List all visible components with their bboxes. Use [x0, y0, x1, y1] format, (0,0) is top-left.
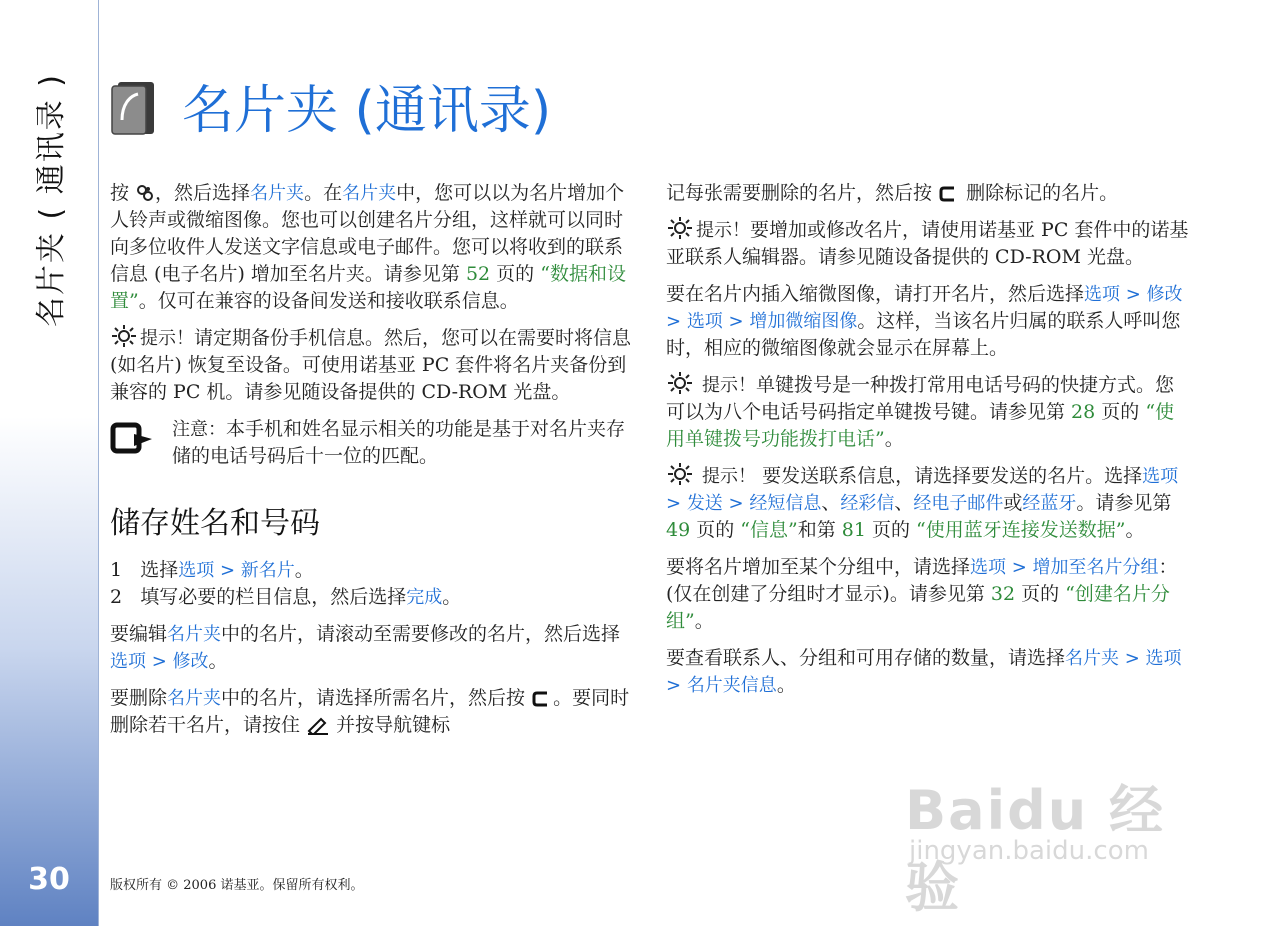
clear-key-icon: [531, 690, 553, 708]
text: 填写必要的栏目信息，然后选择: [140, 586, 407, 608]
separator: >: [1119, 648, 1146, 669]
page-ref[interactable]: 81: [841, 519, 866, 541]
tip-block: [666, 217, 1190, 271]
separator: >: [1120, 284, 1147, 305]
menu-link-options[interactable]: 选项: [110, 651, 146, 672]
text: 页的: [690, 519, 741, 541]
copyright-footer: 版权所有 © 2006 诺基亚。保留所有权利。: [110, 878, 364, 893]
book-icon: [110, 80, 156, 136]
menu-link-options[interactable]: 选项: [970, 557, 1007, 578]
page-title: 名片夹 (通讯录): [182, 81, 552, 141]
text: 页的: [1095, 401, 1146, 423]
page-number: 30: [28, 862, 70, 897]
menu-link-contacts[interactable]: 名片夹: [250, 183, 305, 204]
text: 。要同时删除若干名片，请按住: [110, 687, 630, 736]
watermark-url: jingyan.baidu.com: [909, 836, 1149, 866]
step-list: [110, 557, 636, 611]
text: 中的名片，请选择所需名片，然后按: [221, 687, 532, 709]
menu-link-options[interactable]: 选项: [1145, 648, 1182, 669]
separator: >: [666, 311, 687, 332]
text: 要将名片增加至某个分组中，请选择: [666, 556, 971, 578]
text: 。在: [304, 182, 343, 204]
separator: >: [666, 675, 687, 696]
menu-link-edit[interactable]: 修改: [172, 651, 209, 672]
tip-block: [110, 325, 636, 406]
menu-link-contacts-info[interactable]: 名片夹信息: [686, 675, 777, 696]
menu-link-options[interactable]: 选项: [178, 560, 215, 581]
section-ref-link[interactable]: “数据和设置”: [110, 263, 626, 312]
page-ref[interactable]: 32: [990, 583, 1016, 605]
text: 。: [776, 674, 796, 696]
menu-link-contacts[interactable]: 名片夹: [167, 624, 222, 645]
text: 。这样，当该名片归属的联系人呼叫您时，相应的微缩图像就会显示在屏幕上。: [666, 310, 1181, 359]
text: 选择: [140, 559, 179, 581]
tip-label: 提示！: [702, 375, 757, 396]
menu-link-new-card[interactable]: 新名片: [240, 560, 295, 581]
menu-link-options[interactable]: 选项: [1084, 284, 1121, 305]
text: 单键拨号是一种拨打常用电话号码的快捷方式。您可以为八个电话号码指定单键拨号键。请参见第: [666, 374, 1175, 423]
menu-link-contacts[interactable]: 名片夹: [342, 183, 397, 204]
menu-link-options[interactable]: 选项: [686, 311, 723, 332]
note-text: 本手机和姓名显示相关的功能是基于对名片夹存储的电话号码后十一位的匹配。: [172, 418, 626, 467]
text: 、: [821, 492, 841, 514]
text: 记每张需要删除的名片，然后按: [666, 182, 939, 204]
separator: >: [1006, 557, 1033, 578]
text: 要删除: [110, 687, 168, 709]
text: 要在名片内插入缩微图像，请打开名片，然后选择: [666, 283, 1085, 305]
note-block: [110, 416, 636, 470]
list-item: [110, 557, 636, 584]
text: 。仅可在兼容的设备间发送和接收联系信息。: [138, 290, 519, 312]
text: 页的: [865, 519, 917, 541]
text: 。: [294, 559, 314, 581]
sidebar: [0, 0, 99, 926]
text: 页的: [490, 263, 541, 285]
text: 删除标记的名片。: [960, 182, 1119, 204]
edit-key-icon: [306, 715, 330, 735]
text: 要发送联系信息，请选择要发送的名片。选择: [756, 465, 1143, 487]
intro-paragraph: [110, 180, 636, 315]
thumbnail-paragraph: [666, 281, 1190, 362]
watermark-logo: Baidu 经验: [905, 779, 1166, 919]
vertical-title-text: 名片夹 ( 通讯录 ): [34, 72, 69, 328]
text: 。: [884, 428, 904, 450]
text: 要编辑: [110, 623, 168, 645]
menu-link-options[interactable]: 选项: [1142, 466, 1179, 487]
delete-continued-paragraph: [666, 180, 1190, 207]
separator: >: [722, 493, 750, 514]
menu-link-edit[interactable]: 修改: [1146, 284, 1183, 305]
section-ref-link[interactable]: “信息”: [740, 519, 798, 541]
clear-key-icon: [938, 185, 960, 203]
separator: >: [666, 493, 687, 514]
text: 。: [208, 650, 228, 672]
separator: >: [214, 560, 241, 581]
text: ：(仅在创建了分组时才显示)。请参见第: [666, 556, 1178, 605]
bulb-icon: [666, 463, 696, 485]
right-column: [666, 180, 1190, 709]
note-icon: [110, 422, 154, 456]
section-ref-link[interactable]: “创建名片分组”: [666, 583, 1170, 632]
tip-label: 提示！: [140, 328, 194, 349]
text: 中的名片，请滚动至需要修改的名片，然后选择: [221, 623, 621, 645]
menu-key-icon: [135, 183, 155, 203]
tip-text: 要增加或修改名片，请使用诺基亚 PC 套件中的诺基亚联系人编辑器。请参见随设备提供的 CD-ROM 光盘。: [666, 219, 1189, 268]
step-number: 2: [110, 586, 123, 608]
menu-link-add-thumbnail[interactable]: 增加微缩图像: [749, 311, 858, 332]
vertical-chapter-title: [4, 70, 92, 330]
text: 页的: [1015, 583, 1066, 605]
separator: >: [146, 651, 173, 672]
page-ref[interactable]: 49: [666, 519, 691, 541]
menu-link-contacts[interactable]: 名片夹: [1065, 648, 1120, 669]
tip-text: 请定期备份手机信息。然后，您可以在需要时将信息 (如名片) 恢复至设备。可使用诺基亚 PC 套件将名片夹备份到兼容的 PC 机。请参见随设备提供的 CD-ROM 光盘。: [110, 327, 632, 403]
text: ，然后选择: [155, 182, 251, 204]
bulb-icon: [666, 217, 696, 239]
menu-link-via-sms[interactable]: 经短信息: [749, 493, 822, 514]
section-ref-link[interactable]: “使用单键拨号功能拨打电话”: [666, 401, 1175, 450]
menu-link-via-mms[interactable]: 经彩信: [840, 493, 895, 514]
tip-label: 提示！: [702, 466, 757, 487]
bulb-icon: [666, 372, 696, 394]
tip-block: [666, 463, 1190, 544]
text: 和第: [797, 519, 842, 541]
menu-link-via-email[interactable]: 经电子邮件: [913, 493, 1004, 514]
menu-link-done[interactable]: 完成: [406, 587, 443, 608]
info-paragraph: [666, 645, 1190, 699]
menu-link-contacts[interactable]: 名片夹: [167, 688, 222, 709]
text: 要查看联系人、分组和可用存储的数量，请选择: [666, 647, 1066, 669]
menu-link-via-bluetooth[interactable]: 经蓝牙: [1022, 493, 1077, 514]
edit-paragraph: [110, 621, 636, 675]
menu-link-add-to-group[interactable]: 增加至名片分组: [1032, 557, 1159, 578]
page-ref[interactable]: 28: [1071, 401, 1096, 423]
step-number: 1: [110, 559, 123, 581]
section-heading: 储存姓名和号码: [110, 506, 320, 541]
separator: >: [722, 311, 750, 332]
text: 或: [1003, 492, 1023, 514]
note-label: 注意：: [172, 419, 226, 440]
page-ref[interactable]: 52: [465, 263, 491, 285]
tip-block: [666, 372, 1190, 453]
text: 、: [894, 492, 914, 514]
menu-link-send[interactable]: 发送: [686, 493, 723, 514]
text: 。: [1125, 519, 1145, 541]
text: 并按导航键标: [330, 714, 451, 736]
text: 。请参见第: [1076, 492, 1172, 514]
left-column: [110, 180, 636, 749]
tip-label: 提示！: [696, 220, 750, 241]
baidu-watermark: [905, 738, 1215, 919]
text: 。: [694, 610, 714, 632]
list-item: [110, 584, 636, 611]
bulb-icon: [110, 325, 140, 347]
section-ref-link[interactable]: “使用蓝牙连接发送数据”: [916, 519, 1126, 541]
text: 按: [110, 182, 136, 204]
delete-paragraph: [110, 685, 636, 739]
group-paragraph: [666, 554, 1190, 635]
text: 中，您可以以为名片增加个人铃声或微缩图像。您也可以创建名片分组，这样就可以同时向多位收件人发送文字信息或电子邮件。您可以将收到的联系信息 (电子名片) 增加至名片夹。请参见第: [110, 182, 625, 285]
text: 。: [442, 586, 462, 608]
